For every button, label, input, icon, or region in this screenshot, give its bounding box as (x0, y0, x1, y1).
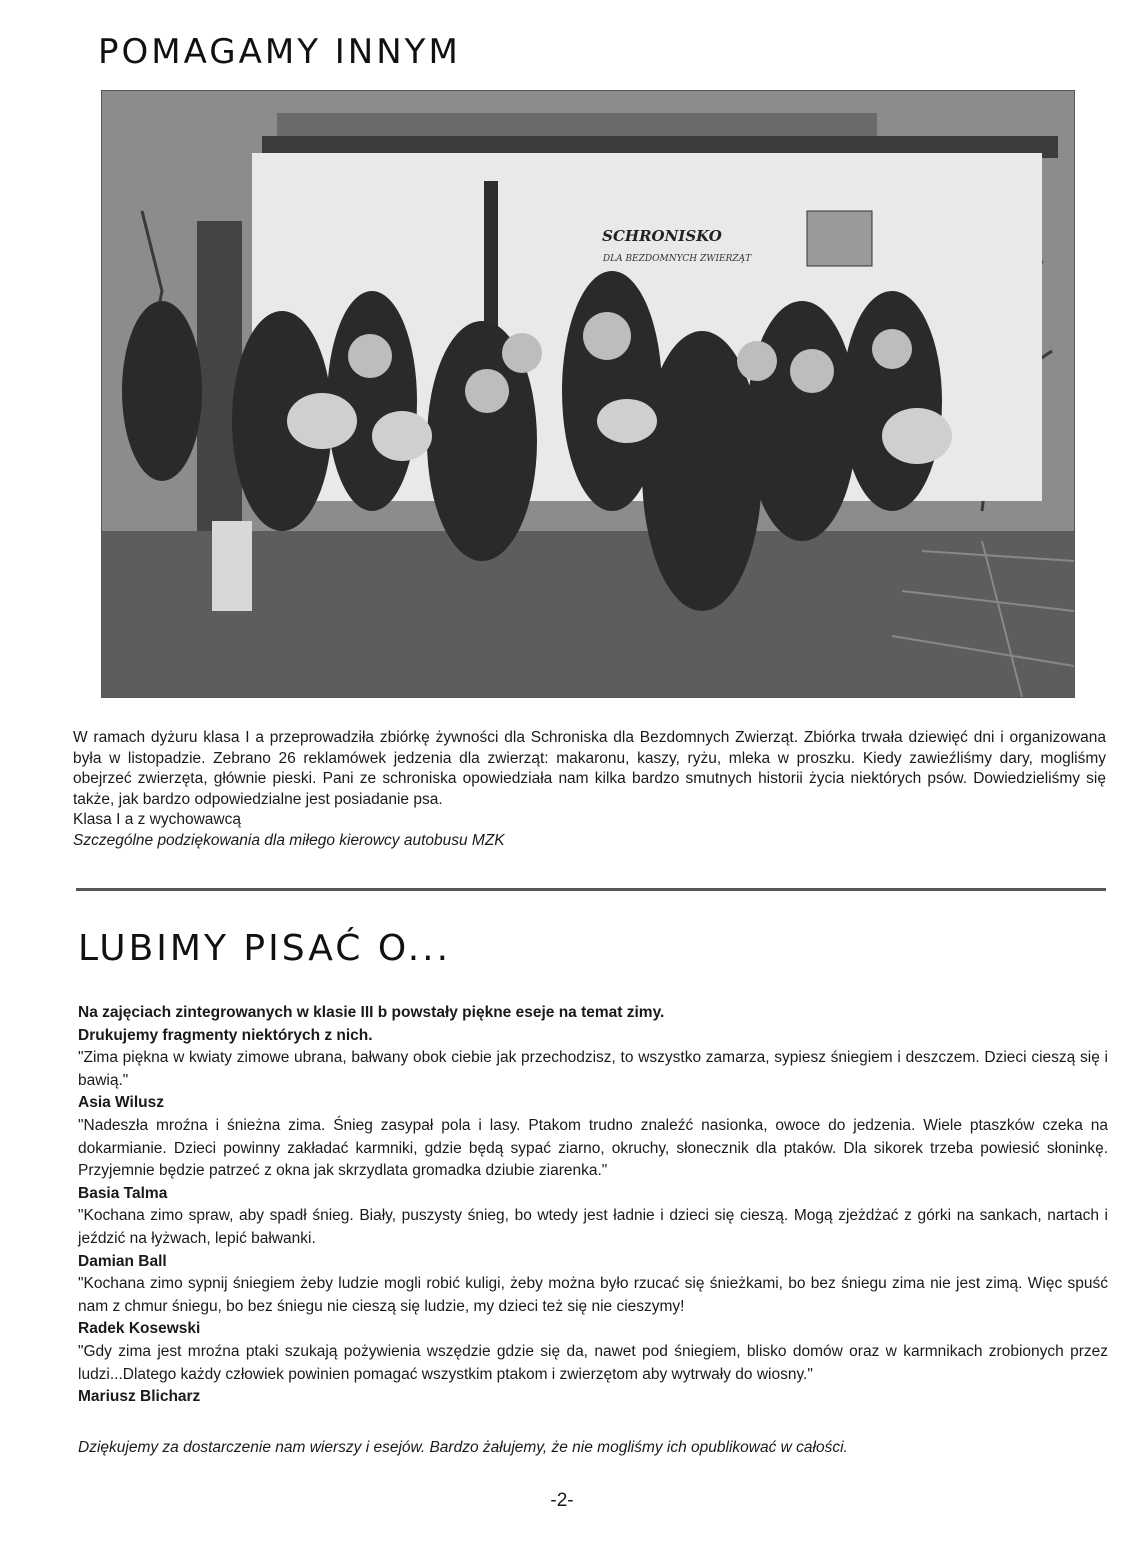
page-number: -2- (550, 1490, 574, 1511)
shelter-article-text: W ramach dyżuru klasa I a przeprowadziła zbiórkę żywności dla Schroniska dla Bezdomnych Zwierząt. Zbiórka trwała dziewięć dni i organizowana była w listopadzie. Zebrano 26 reklamówek jedzenia dla zwierząt: makaronu, kaszy, ryżu, mleka w proszku. Kiedy zawieźliśmy dary, mogliśmy obejrzeć zwierzęta, głównie pieski. Pani ze schroniska opowiedziała nam kilka bardzo smutnych historii życia niektórych psów. Dowiedzieliśmy się także, jak bardzo odpowiedzialne jest posiadanie psa. (73, 729, 1106, 808)
essay-text: "Kochana zimo sypnij śniegiem żeby ludzie mogli robić kuligi, żeby można było rzucać się śnieżkami, bo bez śniegu zima nie jest zimą. Więc spuść nam z chmur śniegu, bo bez śniegu nie cieszą się ludzie, my dzieci też się nie cieszymy! (78, 1275, 1108, 1315)
essay-text: "Zima piękna w kwiaty zimowe ubrana, bałwany obok ciebie jak przechodzisz, to wszystko zamarza, sypiesz śniegiem i deszczem. Dzieci cieszą się i bawią." (78, 1049, 1108, 1089)
essays-intro: Na zajęciach zintegrowanych w klasie III b powstały piękne eseje na temat zimy. (78, 1004, 665, 1021)
essay-text: "Gdy zima jest mroźna ptaki szukają pożywienia wszędzie gdzie się da, nawet pod śniegiem, blisko domów oraz w karmnikach zrobionych przez ludzi...Dlatego każdy człowiek powinien pomagać wszystkim ptakom i zwierzętom aby wytrwały do wiosny." (78, 1342, 1108, 1383)
essay-author: Basia Talma (78, 1184, 168, 1202)
essay-author: Radek Kosewski (78, 1320, 201, 1338)
essays-intro-2: Drukujemy fragmenty niektórych z nich. (78, 1026, 373, 1044)
sign-title: SCHRONISKO (602, 227, 722, 245)
essay-author: Mariusz Blicharz (78, 1388, 201, 1406)
shelter-article-signature: Klasa I a z wychowawcą (73, 811, 241, 829)
shelter-article (73, 728, 1106, 852)
essay-author: Damian Ball (78, 1252, 167, 1270)
shelter-photo (101, 90, 1075, 698)
essay-text: "Kochana zimo spraw, aby spadł śnieg. Biały, puszysty śnieg, bo wtedy jest ładnie i dzieci się cieszą. Mogą zjeżdżać z górki na sankach, nartach i jeździć na łyżwach, lepić bałwanki. (78, 1207, 1108, 1247)
essays-section (78, 1002, 1108, 1409)
essay-author: Asia Wilusz (78, 1094, 164, 1112)
shelter-article-thanks: Szczególne podziękowania dla miłego kierowcy autobusu MZK (73, 831, 505, 849)
sign-subtitle: DLA BEZDOMNYCH ZWIERZĄT (602, 254, 752, 264)
section-divider (76, 888, 1106, 891)
section-heading-lubimy-pisac: LUBIMY PISAĆ O... (78, 928, 452, 969)
essay-text: "Nadeszła mroźna i śnieżna zima. Śnieg zasypał pola i lasy. Ptakom trudno znaleźć nasionka, owoce do jedzenia. Wiele ptaszków czeka na dokarmianie. Dzieci powinny zakładać karmniki, gdzie będą sypać ziarno, okruchy, słonecznik dla ptaków. Dla sikorek trzeba powiesić słoninkę. Przyjemnie będzie patrzeć z okna jak skrzydlata gromadka dziubie ziarenka." (78, 1116, 1108, 1180)
essays-thanks: Dziękujemy za dostarczenie nam wierszy i esejów. Bardzo żałujemy, że nie mogliśmy ich opublikować w całości. (78, 1439, 848, 1456)
section-heading-pomagamy: POMAGAMY INNYM (98, 32, 461, 72)
